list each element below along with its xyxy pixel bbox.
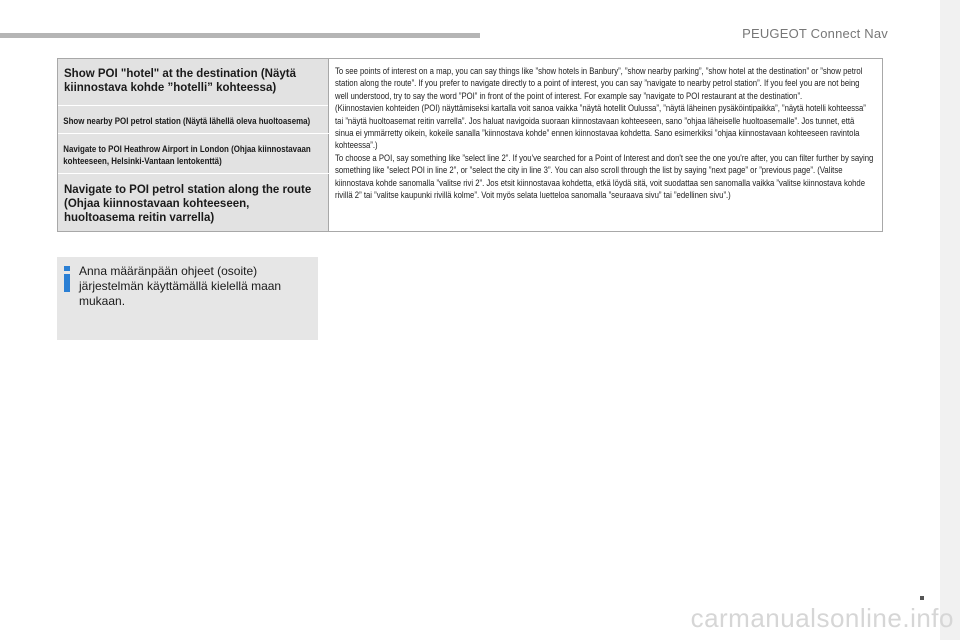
command-column (58, 59, 329, 232)
description-paragraph: To see points of interest on a map, you can say things like ”show hotels in Banbury”, ”show nearby parking”, ”show hotel at the destination” or ”show petrol station along the route”. If you prefer to navigate directly to a point of interest, you can say ”navigate to nearby petrol station”. If you feel you are not being well understood, try to say the word ”POI” in front of the point of interest. For example say ”navigate to POI restaurant at the destination”. (335, 66, 863, 101)
info-text: Anna määränpään ohjeet (osoite) järjestelmän käyttämällä kielellä maan mukaan. (79, 264, 282, 308)
description-text (335, 65, 875, 201)
watermark: carmanualsonline.info (690, 603, 954, 633)
header-rule (0, 33, 480, 38)
page-marker (920, 596, 924, 600)
voice-command-table (57, 58, 883, 232)
description-paragraph: To choose a POI, say something like ”select line 2”. If you've searched for a Point of Interest and don't see the one you're after, you can filter further by saying something like ”select POI in line 2”, or ”select the city in line 3”. You can also scroll through the list by saying ”next page” or ”previous page”. (Valitse kiinnostava kohde sanomalla ”valitse rivi 2”. Jos etsit kiinnostavaa kohdetta, etkä löydä sitä, voit suodattaa sen sanomalla vaikka ”valitse kiinnostava kohde rivillä 2” tai ”valitse kaupunki rivillä kolme”. Voit myös selata luetteloa sanomalla ”seuraava sivu” tai ”edellinen sivu”.) (335, 152, 874, 201)
command-cell: Show nearby POI petrol station (Näytä lähellä oleva huoltoasema) (58, 106, 339, 134)
description-column (329, 59, 883, 232)
command-cell: Navigate to POI petrol station along the route (Ohjaa kiinnostavaan kohteeseen, huoltoasema reitin varrella) (64, 184, 312, 224)
command-cell: Navigate to POI Heathrow Airport in London (Ohjaa kiinnostavaan kohteeseen, Helsinki-Vantaan lentokenttä) (58, 134, 339, 174)
command-cell: Show POI "hotel" at the destination (Näytä kiinnostava kohde ”hotelli” kohteessa) (58, 59, 328, 106)
info-icon (64, 266, 70, 292)
header-title: PEUGEOT Connect Nav (742, 26, 888, 41)
info-note (57, 257, 318, 340)
table-row (58, 59, 883, 232)
side-strip (940, 0, 960, 640)
description-paragraph: (Kiinnostavien kohteiden (POI) näyttämiseksi kartalla voit sanoa vaikka ”näytä hotellit Oulussa”, ”näytä läheinen pysäköintipaikka”, ”näytä hotelli kohteessa” tai ”näytä huoltoasemat reitin varrella”. Jos haluat navigoida suoraan kiinnostavaan kohteeseen, sano ”ohjaa läheiselle huoltoasemalle”. Jos tunnet, että sinua ei ymmärretty oikein, kokeile sanalla ”kiinnostava kohde” ennen kiinnostavaa kohdetta. Sano esimerkiksi ”ohjaa kiinnostavaan kohteeseen ravintola kohteessa”.) (335, 103, 866, 151)
